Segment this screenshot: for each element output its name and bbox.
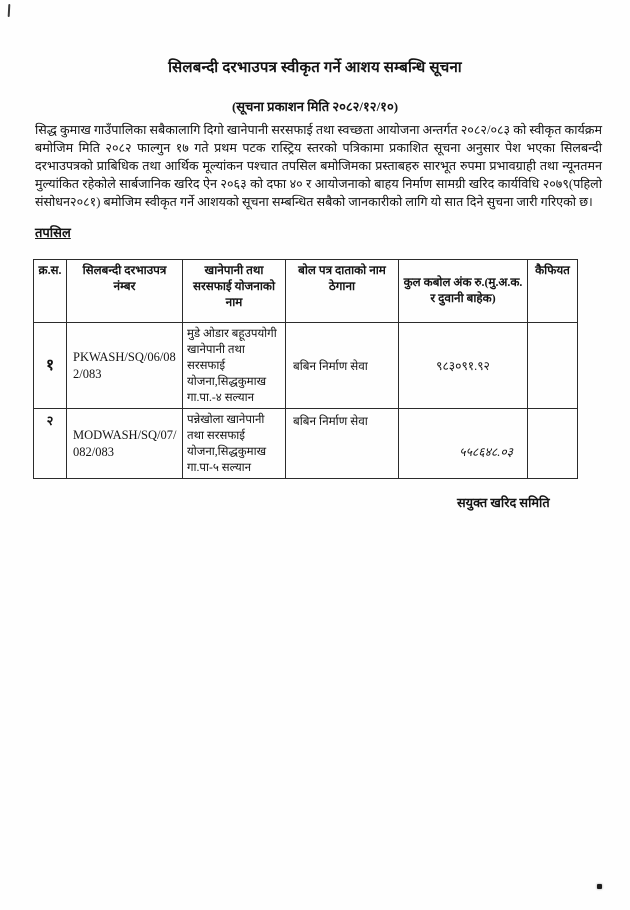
scan-artifact-mark bbox=[8, 4, 11, 17]
scan-artifact-dot bbox=[597, 884, 602, 889]
cell-serial: २ bbox=[34, 409, 67, 479]
document-title: सिलबन्दी दरभाउपत्र स्वीकृत गर्ने आशय सम्बन्धि सूचना bbox=[168, 60, 462, 76]
notice-body-paragraph: सिद्ध कुमाख गाउँपालिका सबैकालागि दिगो खानेपानी सरसफाई तथा स्वच्छता आयोजना अन्तर्गत २०८२/०८३ को स्वीकृत कार्यक्रम बमोजिम मिति २०८२ फाल्गुन १७ गते प्रथम पटक रास्ट्रिय स्तरको पत्रिकामा प्रकाशित सूचना अनुसार पेश भएका सिलबन्दी दरभाउपत्रको प्राबिधिक तथा आर्थिक मूल्यांकन पश्चात तपसिल बमोजिमका प्रस्ताबहरु सारभूत रुपमा प्रभावग्राही तथा न्यूनतमन मुल्यांकित रहेकोले सार्बजानिक खरिद ऐन २०६३ को दफा ४० र आयोजनाको बाहय निर्माण सामग्री खरिद कार्यविधि २०७९(पहिलो संसोधन२०८१) बमोजिम स्वीकृत गर्ने आशयको सूचना सम्बन्धित सबैको जानकारीको लागि यो सात दिने सुचना जारी गरिएको छ। bbox=[35, 123, 602, 209]
cell-remarks bbox=[528, 323, 578, 409]
col-header-remarks: कैफियत bbox=[528, 260, 578, 323]
cell-remarks bbox=[528, 409, 578, 479]
table-header-row bbox=[34, 260, 578, 323]
table-row bbox=[34, 323, 578, 409]
cell-serial: १ bbox=[34, 323, 67, 409]
col-header-serial: क्र.स. bbox=[34, 260, 67, 323]
bid-schedule-table bbox=[33, 259, 578, 479]
cell-project-name: मुडे ओडार बहूउपयोगी खानेपानी तथा सरसफाई योजना,सिद्धकुमाख गा.पा.-४ सल्यान bbox=[183, 323, 286, 409]
cell-bid-number: PKWASH/SQ/06/082/083 bbox=[67, 323, 183, 409]
col-header-amount: कुल कबोल अंक रु.(मु.अ.क. र दुवानी बाहेक) bbox=[399, 260, 528, 323]
publication-date-line: (सूचना प्रकाशन मिति २०८२/१२/१०) bbox=[231, 99, 399, 114]
cell-bidder-name: बबिन निर्माण सेवा bbox=[286, 409, 399, 479]
cell-project-name: पन्नेखोला खानेपानी तथा सरसफाई योजना,सिद्धकुमाख गा.पा-५ सल्यान bbox=[183, 409, 286, 479]
cell-bid-amount: ५५८६४८.०३ bbox=[399, 409, 528, 479]
table-row bbox=[34, 409, 578, 479]
cell-bid-number: MODWASH/SQ/07/082/083 bbox=[67, 409, 183, 479]
col-header-bid-number: सिलबन्दी दरभाउपत्र नंम्बर bbox=[67, 260, 183, 323]
cell-bid-amount: ९८३०९१.९२ bbox=[399, 323, 528, 409]
col-header-project-name: खानेपानी तथा सरसफाई योजनाको नाम bbox=[183, 260, 286, 323]
cell-bidder-name: बबिन निर्माण सेवा bbox=[286, 323, 399, 409]
signature-committee: सयुक्त खरिद समिति bbox=[457, 496, 550, 510]
schedule-heading: तपसिल bbox=[35, 225, 71, 240]
col-header-bidder: बोल पत्र दाताको नाम ठेगाना bbox=[286, 260, 399, 323]
